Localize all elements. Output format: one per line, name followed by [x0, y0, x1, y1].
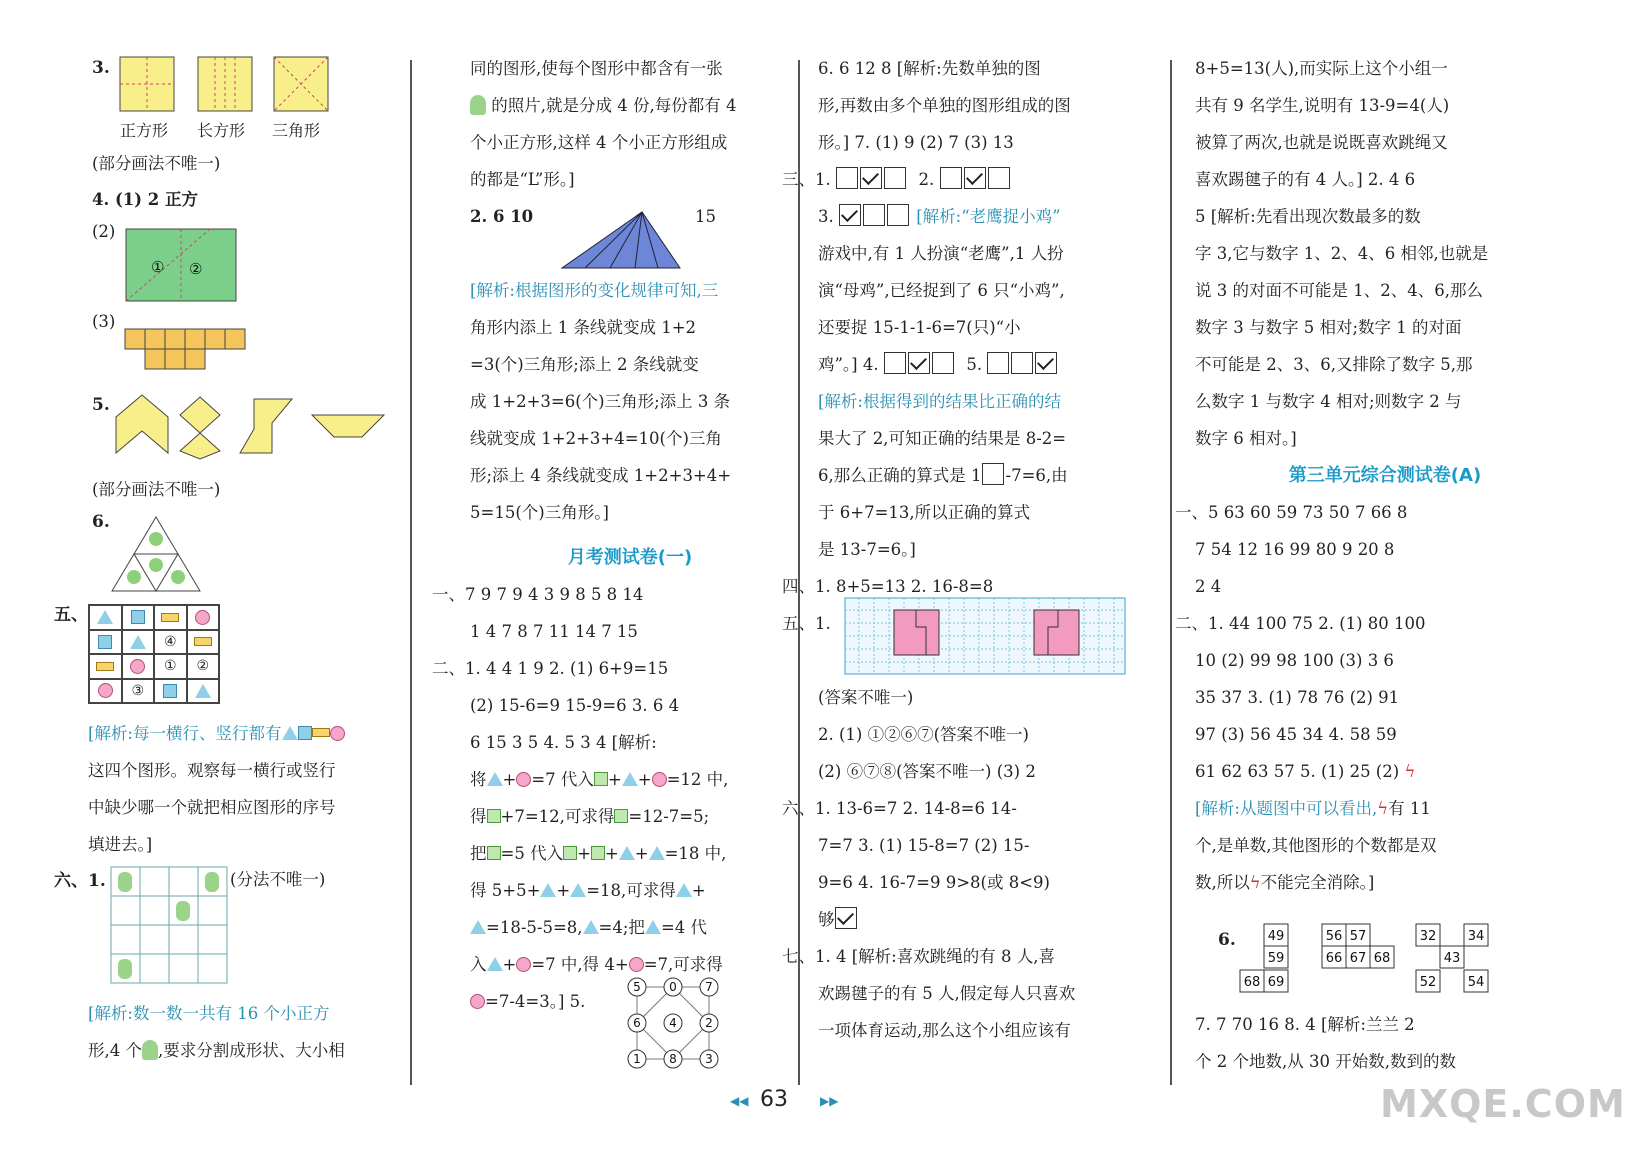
caption-rectangle: 长方形: [197, 121, 246, 140]
shape-grid: [88, 604, 220, 704]
c3-s6-b: 7=7 3. (1) 15-8=7 (2) 15-: [818, 836, 1030, 855]
c2-s2-j: =7-4=3。] 5.: [470, 983, 790, 1020]
c4-s2-a: 二、1. 44 100 75 2. (1) 80 100: [1175, 614, 1426, 633]
c3-s5-c: (2) ⑥⑦⑧(答案不唯一) (3) 2: [818, 762, 1036, 781]
net-figure: [124, 328, 249, 374]
fold-shapes-figure: [118, 55, 338, 115]
grid-cell: [187, 630, 220, 655]
c4-q6-label: 6.: [1218, 930, 1236, 950]
grid-cell: [89, 654, 122, 679]
green-rect-figure: [125, 228, 239, 302]
c3-s6-c: 9=6 4. 16-7=9 9>8(或 8<9): [818, 873, 1050, 892]
mark-1: ①: [151, 258, 165, 276]
s5-analysis-1: [解析:每一横行、竖行都有: [88, 715, 406, 752]
next-page-icon[interactable]: ▶▶: [820, 1094, 839, 1108]
svg-text:56: 56: [1325, 929, 1343, 944]
c4-s2-c: 35 37 3. (1) 78 76 (2) 91: [1195, 688, 1400, 707]
grid-cell: [89, 679, 122, 704]
number-circle-grid: [625, 975, 721, 1071]
s5-analysis-3: 中缺少哪一个就把相应图形的序号: [88, 798, 336, 817]
s5-label: 五、: [54, 605, 88, 625]
grid-cell: [122, 654, 155, 679]
c3-line-1: 6. 6 12 8 [解析:先数单独的图: [818, 59, 1041, 78]
c2-s2-c: 6 15 3 5 4. 5 3 4 [解析:: [470, 733, 657, 752]
c3-s5-note: (答案不唯一): [818, 688, 914, 707]
svg-text:66: 66: [1325, 951, 1343, 966]
c2-s2-i: 入 + =7 中,得 4+ =7,可求得: [470, 955, 723, 974]
c4-line-10: 么数字 1 与数字 4 相对;则数字 2 与: [1195, 392, 1462, 411]
svg-text:43: 43: [1443, 951, 1461, 966]
c4-s1-b: 7 54 12 16 99 80 9 20 8: [1195, 540, 1395, 559]
c2-s2-h: =18-5-5=8, =4;把 =4 代: [470, 909, 790, 946]
grid-cell: [122, 605, 155, 630]
svg-text:7: 7: [705, 980, 713, 994]
dino-icon: [142, 1040, 158, 1060]
c3-s3-c: 游戏中,有 1 人扮演“老鹰”,1 人扮: [818, 244, 1064, 263]
c4-s2-b: 10 (2) 99 98 100 (3) 3 6: [1195, 651, 1394, 670]
c3-s3-1: 三、1. 2.: [782, 161, 1168, 198]
c3-s3-f: 鸡”。] 4. 5.: [818, 346, 1168, 383]
grid-cell: [154, 605, 187, 630]
column-2: [432, 50, 790, 1020]
unit3-test-title: 第三单元综合测试卷(A): [1288, 465, 1482, 486]
c4-line-4: 喜欢踢毽子的有 4 人。] 2. 4 6: [1195, 170, 1416, 189]
prev-page-icon[interactable]: ◀◀: [730, 1094, 749, 1108]
q5-shapes-figure: [112, 393, 392, 463]
s5-analysis-2: 这四个图形。观察每一横行或竖行: [88, 761, 336, 780]
svg-text:52: 52: [1419, 975, 1437, 990]
triangle-icon: [282, 726, 298, 740]
c3-s3-3: 3. [解析:“老鹰捉小鸡”: [818, 198, 1168, 235]
c4-q7-b: 个 2 个地数,从 30 开始数,数到的数: [1195, 1052, 1456, 1071]
c3-s7-b: 欢踢毽子的有 5 人,假定每人只喜欢: [818, 984, 1076, 1003]
fan-triangle-figure: [560, 210, 682, 270]
grid-cell: [89, 630, 122, 655]
monthly-test-title: 月考测试卷(一): [567, 547, 693, 568]
c3-s3-k: 是 13-7=6。]: [818, 540, 916, 559]
c4-line-6: 字 3,它与数字 1、2、4、6 相邻,也就是: [1195, 244, 1489, 263]
column-4-bottom: [1195, 1006, 1575, 1080]
q2-line: 2. 6 10 15: [470, 198, 790, 272]
s6-label: 六、1.: [54, 871, 106, 891]
c4-line-3: 被算了两次,也就是说既喜欢跳绳又: [1195, 133, 1448, 152]
c2-line-3: 个小正方形,这样 4 个小正方形组成: [470, 133, 728, 152]
watermark: MXQE.COM: [1380, 1082, 1626, 1126]
c4-s2-d: 97 (3) 56 45 34 4. 58 59: [1195, 725, 1397, 744]
c3-s5-b: 2. (1) ①②⑥⑦(答案不唯一): [818, 725, 1029, 744]
c2-line-4: 的都是“L”形。]: [470, 170, 575, 189]
grid-cell: [187, 605, 220, 630]
c4-line-7: 说 3 的对面不可能是 1、2、4、6,那么: [1195, 281, 1483, 300]
svg-text:69: 69: [1267, 975, 1285, 990]
svg-text:3: 3: [705, 1052, 713, 1066]
c3-s7-a: 七、1. 4 [解析:喜欢跳绳的有 8 人,喜: [782, 947, 1055, 966]
svg-text:2: 2: [705, 1016, 713, 1030]
grid-cell: ④: [154, 630, 187, 655]
c2-s2-d: 将 + =7 代入 + + =12 中,: [470, 770, 729, 789]
square-icon: [298, 726, 312, 740]
c4-line-8: 数字 3 与数字 5 相对;数字 1 的对面: [1195, 318, 1462, 337]
pink-grid-figure: [844, 597, 1126, 675]
svg-text:32: 32: [1419, 929, 1437, 944]
c4-q7: 7. 7 70 16 8. 4 [解析:兰兰 2: [1195, 1015, 1415, 1034]
q4-3-label: (3): [92, 312, 116, 331]
mark-2: ②: [189, 260, 203, 278]
c2-analysis-5: 线就变成 1+2+3+4=10(个)三角: [470, 429, 722, 448]
c2-line-1: 同的图形,使每个图形中都含有一张: [470, 59, 723, 78]
svg-text:5: 5: [633, 980, 641, 994]
column-divider: [1170, 60, 1172, 1085]
svg-text:0: 0: [669, 980, 677, 994]
c2-s2-f: 把 =5 代入 + + + =18 中,: [470, 844, 727, 863]
number-blocks-figure: [1240, 922, 1580, 998]
c3-s4: 四、1. 8+5=13 2. 16-8=8: [782, 577, 994, 596]
grid-cell: [89, 605, 122, 630]
svg-text:57: 57: [1349, 929, 1367, 944]
svg-text:4: 4: [669, 1016, 677, 1030]
c4-line-5: 5 [解析:先看出现次数最多的数: [1195, 207, 1421, 226]
svg-text:54: 54: [1467, 975, 1485, 990]
c2-s2-g: 得 5+5+ + =18,可求得 +: [470, 881, 706, 900]
grid-cell: ③: [122, 679, 155, 704]
grid-cell: [154, 679, 187, 704]
caption-square: 正方形: [120, 121, 169, 140]
c2-analysis-2: 角形内添上 1 条线就变成 1+2: [470, 318, 697, 337]
c4-s1-c: 2 4: [1195, 577, 1222, 596]
c4-line-2: 共有 9 名学生,说明有 13-9=4(人): [1195, 96, 1450, 115]
s5-analysis-4: 填进去。]: [88, 835, 153, 854]
c4-line-1: 8+5=13(人),而实际上这个小组一: [1195, 59, 1448, 78]
svg-text:8: 8: [669, 1052, 677, 1066]
svg-text:34: 34: [1467, 929, 1485, 944]
q4-1: 4. (1) 2 正方: [92, 190, 199, 209]
c4-s1-a: 一、5 63 60 59 73 50 7 66 8: [1175, 503, 1408, 522]
c2-s2-a: 二、1. 4 4 1 9 2. (1) 6+9=15: [432, 659, 669, 678]
c3-s5: 五、1.: [782, 605, 1168, 695]
q3-note: (部分画法不唯一): [92, 154, 221, 173]
c3-line-3: 形。] 7. (1) 9 (2) 7 (3) 13: [818, 133, 1014, 152]
grid-cell: ①: [154, 654, 187, 679]
q3-label: 3.: [92, 58, 110, 78]
circle-icon: [330, 726, 345, 741]
q5-label: 5.: [92, 395, 110, 415]
c2-s2-e: 得 +7=12,可求得 =12-7=5;: [470, 807, 710, 826]
c2-s2-b: (2) 15-6=9 15-9=6 3. 6 4: [470, 696, 680, 715]
dino-icon: [470, 95, 486, 115]
c3-s3-j: 于 6+7=13,所以正确的算式: [818, 503, 1031, 522]
svg-text:68: 68: [1373, 951, 1391, 966]
column-3: [782, 50, 1168, 1049]
c2-analysis-4: 成 1+2+3=6(个)三角形;添上 3 条: [470, 392, 731, 411]
c3-s3-g: [解析:根据得到的结果比正确的结: [818, 392, 1061, 411]
q4-2-label: (2): [92, 222, 116, 241]
c4-s2-e: 61 62 63 57 5. (1) 25 (2) ϟ: [1195, 762, 1416, 781]
column-divider: [410, 60, 412, 1085]
c4-s2-f: [解析:从题图中可以看出,ϟ有 11: [1195, 799, 1431, 818]
c2-analysis-1: [解析:根据图形的变化规律可知,三: [470, 281, 719, 300]
svg-text:59: 59: [1267, 951, 1285, 966]
svg-text:67: 67: [1349, 951, 1367, 966]
c3-s7-c: 一项体育运动,那么这个小组应该有: [818, 1021, 1071, 1040]
c4-s2-g: 个,是单数,其他图形的个数都是双: [1195, 836, 1437, 855]
grid-cell: ②: [187, 654, 220, 679]
c4-line-9: 不可能是 2、3、6,又排除了数字 5,那: [1195, 355, 1473, 374]
caption-triangle: 三角形: [272, 121, 321, 140]
c3-s3-h: 果大了 2,可知正确的结果是 8-2=: [818, 429, 1067, 448]
c3-s3-i: 6,那么正确的算式是 1 -7=6,由: [818, 457, 1168, 494]
grid-cell: [187, 679, 220, 704]
c2-s1-b: 1 4 7 8 7 11 14 7 15: [470, 622, 638, 641]
c3-s6-d: 够: [818, 901, 1168, 938]
s6-note: (分法不唯一): [230, 870, 326, 889]
c3-s3-d: 演“母鸡”,已经捉到了 6 只“小鸡”,: [818, 281, 1065, 300]
c3-line-2: 形,再数由多个单独的图形组成的图: [818, 96, 1071, 115]
c4-s2-h: 数,所以ϟ不能完全消除。]: [1195, 873, 1375, 892]
column-4: [1175, 50, 1575, 901]
rect-icon: [312, 728, 330, 737]
dino-grid-figure: [110, 866, 228, 984]
q5-note: (部分画法不唯一): [92, 480, 221, 499]
svg-text:49: 49: [1267, 929, 1285, 944]
q6-label: 6.: [92, 512, 110, 532]
tree-triangle-figure: [110, 515, 202, 593]
c2-analysis-6: 形;添上 4 条线就变成 1+2+3+4+: [470, 466, 732, 485]
s6-analysis-1: [解析:数一数一共有 16 个小正方: [88, 1004, 330, 1023]
c2-analysis-3: =3(个)三角形;添上 2 条线就变: [470, 355, 699, 374]
c2-analysis-7: 5=15(个)三角形。]: [470, 503, 609, 522]
c3-s3-e: 还要捉 15-1-1-6=7(只)“小: [818, 318, 1021, 337]
c3-s6-a: 六、1. 13-6=7 2. 14-8=6 14-: [782, 799, 1017, 818]
page-number: 63: [760, 1087, 788, 1112]
c4-line-11: 数字 6 相对。]: [1195, 429, 1297, 448]
grid-cell: [122, 630, 155, 655]
c2-line-2: 的照片,就是分成 4 份,每份都有 4: [470, 87, 790, 124]
s6-analysis-2: 形,4 个 ,要求分割成形状、大小相: [88, 1041, 345, 1060]
c2-s1-a: 一、7 9 7 9 4 3 9 8 5 8 14: [432, 585, 644, 604]
svg-text:6: 6: [633, 1016, 641, 1030]
svg-text:68: 68: [1243, 975, 1261, 990]
svg-text:1: 1: [633, 1052, 641, 1066]
